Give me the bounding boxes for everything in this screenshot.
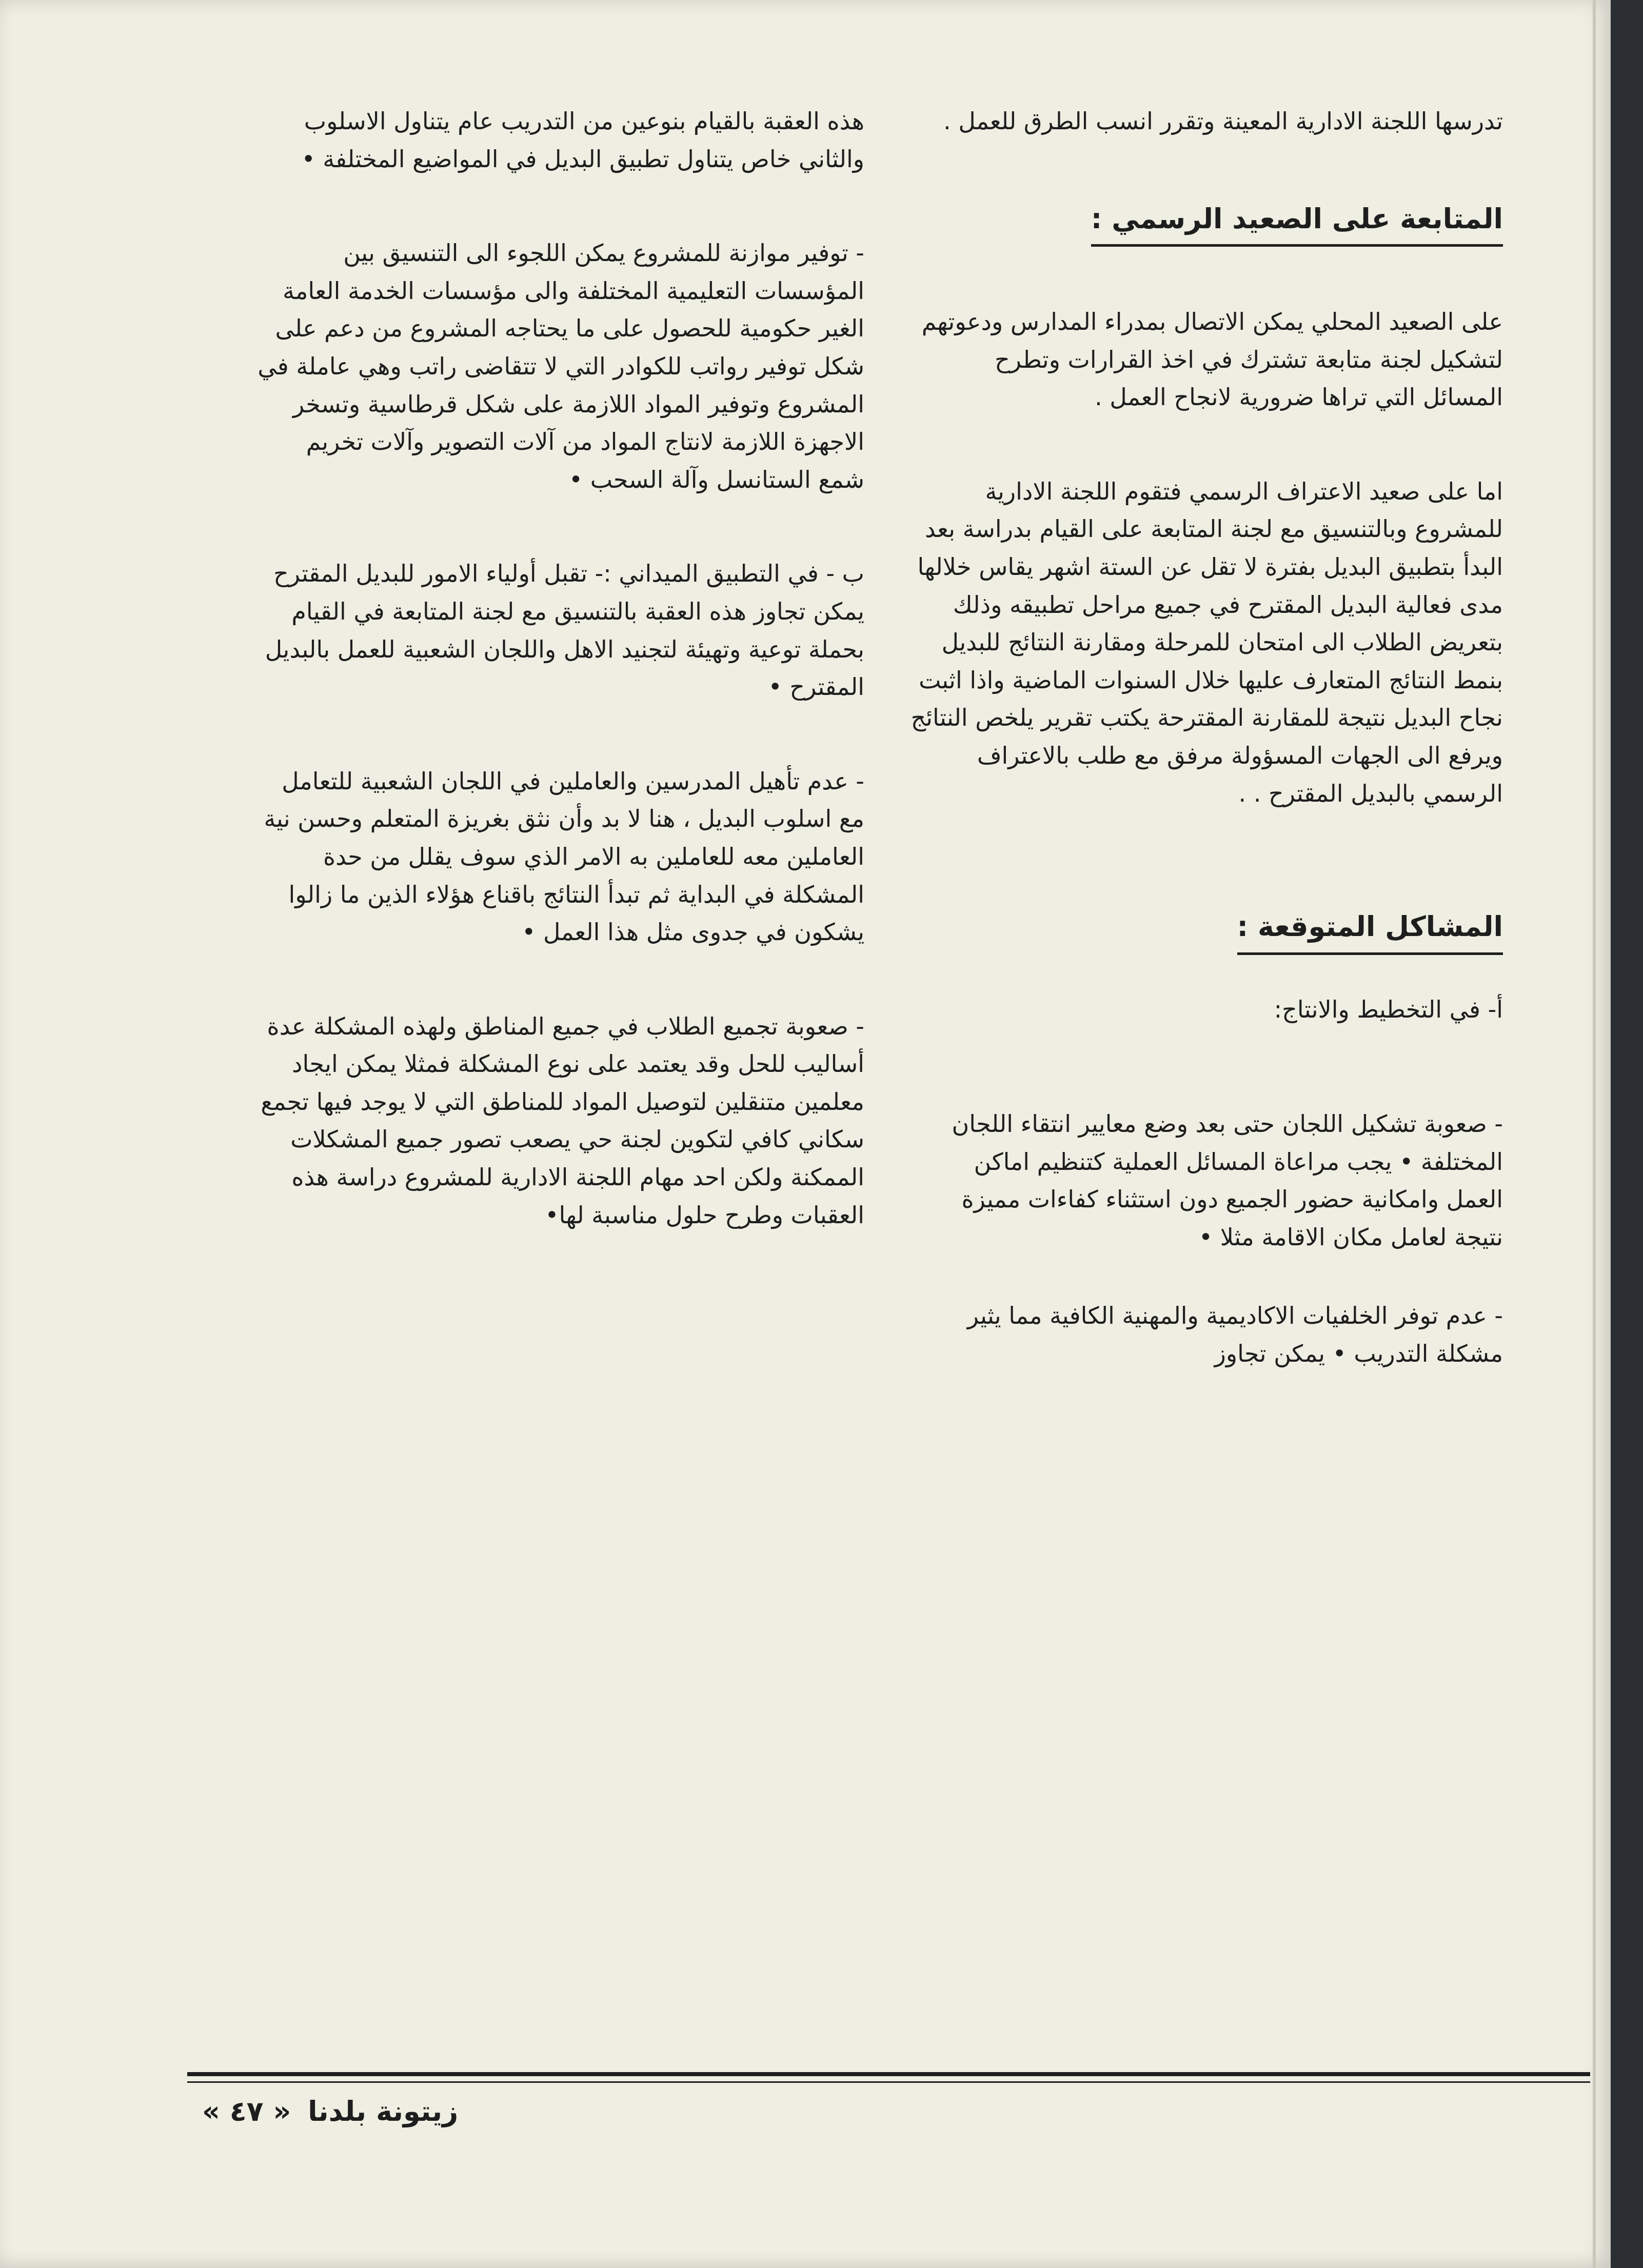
right-column bbox=[910, 103, 1503, 1429]
right-paragraph-local-level: على الصعيد المحلي يمكن الاتصال بمدراء المدارس ودعوتهم لتشكيل لجنة متابعة تشترك في اخذ القرارات وتطرح المسائل التي تراها ضرورية لانجاح العمل . bbox=[921, 307, 1503, 411]
heading-official-followup: المتابعة على الصعيد الرسمي : bbox=[1091, 197, 1503, 247]
right-paragraph-committees: - صعوبة تشكيل اللجان حتى بعد وضع معايير انتقاء اللجان المختلفة • يجب مراعاة المسائل العملية كتنظيم اماكن العمل وامكانية حضور الجميع دون استثناء كفاءات مميزة نتيجة لعامل مكان الاقامة مثلا • bbox=[952, 1110, 1503, 1251]
heading-official-followup-wrap bbox=[910, 197, 1503, 247]
page-edge-shadow bbox=[1593, 0, 1596, 2268]
right-paragraph-official-recognition: اما على صعيد الاعتراف الرسمي فتقوم اللجنة الادارية للمشروع وبالتنسيق مع لجنة المتابعة على القيام بدراسة بعد البدأ بتطبيق البديل بفترة لا تقل عن الستة اشهر يقاس خلالها مدى فعالية البديل المقترح في جميع مراحل تطبيقه وذلك بتعريض الطلاب الى امتحان للمرحلة ومقارنة النتائج للبديل بنمط النتائج المتعارف عليها خلال السنوات الماضية واذا اثبت نجاح البديل نتيجة للمقارنة المقترحة يكتب تقرير يلخص النتائج ويرفع الى الجهات المسؤولة مرفق مع طلب بالاعتراف الرسمي بالبديل المقترح . . bbox=[910, 477, 1503, 807]
left-paragraph-student-gathering: - صعوبة تجميع الطلاب في جميع المناطق ولهذه المشكلة عدة أساليب للحل وقد يعتمد على نوع المشكلة فمثلا يمكن ايجاد معلمين متنقلين لتوصيل المواد للمناطق التي لا يوجد فيها تجمع سكاني كافي لتكوين لجنة حي يصعب تصور جميع المشكلات الممكنة ولكن احد مهام اللجنة الادارية للمشروع دراسة هذه العقبات وطرح حلول مناسبة لها• bbox=[261, 1012, 864, 1229]
right-intro-paragraph: تدرسها اللجنة الادارية المعينة وتقرر انسب الطرق للعمل . bbox=[943, 107, 1503, 135]
left-column bbox=[256, 103, 864, 1290]
heading-expected-problems-wrap bbox=[910, 905, 1503, 954]
left-paragraph-field-application: ب - في التطبيق الميداني :- تقبل أولياء الامور للبديل المقترح يمكن تجاوز هذه العقبة بالتنسيق مع لجنة المتابعة في القيام بحملة توعية وتهيئة لتجنيد الاهل واللجان الشعبية للعمل بالبديل المقترح • bbox=[265, 560, 864, 701]
footer-rule-thin bbox=[187, 2081, 1590, 2083]
footer-publication-title: زيتونة بلدنا bbox=[308, 2095, 459, 2127]
footer-page-number: « ٤٧ » bbox=[202, 2095, 291, 2127]
right-paragraph-backgrounds: - عدم توفر الخلفيات الاكاديمية والمهنية الكافية مما يثير مشكلة التدريب • يمكن تجاوز bbox=[967, 1302, 1503, 1368]
left-paragraph-teacher-qualification: - عدم تأهيل المدرسين والعاملين في اللجان الشعبية للتعامل مع اسلوب البديل ، هنا لا بد وأن نثق بغريزة المتعلم وحسن نية العاملين معه للعاملين به الامر الذي سوف يقلل من حدة المشكلة في البداية ثم تبدأ النتائج باقناع هؤلاء الذين ما زالوا يشكون في جدوى مثل هذا العمل • bbox=[264, 767, 864, 946]
subheading-planning-production: أ- في التخطيط والانتاج: bbox=[1274, 995, 1503, 1023]
page-footer bbox=[195, 2095, 458, 2127]
left-paragraph-budget: - توفير موازنة للمشروع يمكن اللجوء الى التنسيق بين المؤسسات التعليمية المختلفة والى مؤسسات الخدمة العامة الغير حكومية للحصول على ما يحتاجه المشروع من دعم على شكل توفير رواتب للكوادر التي لا تتقاضى راتب وهي عاملة في المشروع وتوفير المواد اللازمة على شكل قرطاسية وتسخر الاجهزة اللازمة لانتاج المواد من آلات التصوير وآلات تخريم شمع الستانسل وآلة السحب • bbox=[258, 239, 864, 493]
footer-rule-thick bbox=[187, 2072, 1590, 2076]
left-paragraph-training: هذه العقبة بالقيام بنوعين من التدريب عام يتناول الاسلوب والثاني خاص يتناول تطبيق البديل في المواضيع المختلفة • bbox=[301, 107, 864, 173]
heading-expected-problems: المشاكل المتوقعة : bbox=[1237, 905, 1503, 954]
